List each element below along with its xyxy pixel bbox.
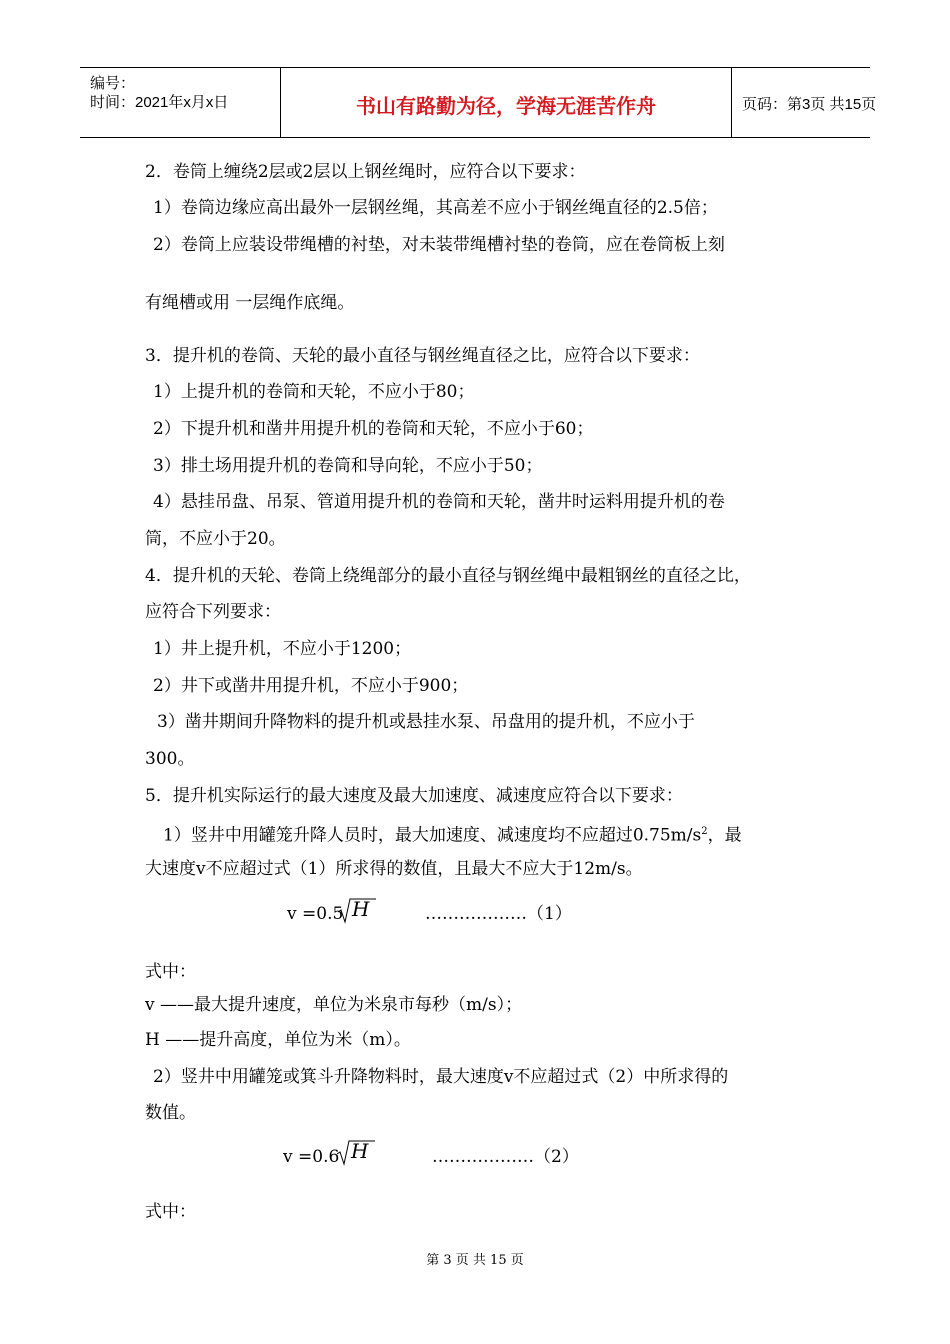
formula-2-left: v =0.6 [283,1147,340,1167]
body-line: 4）悬挂吊盘、吊泵、管道用提升机的卷筒和天轮，凿井时运料用提升机的卷 [153,492,725,512]
body-line: 3）排土场用提升机的卷筒和导向轮，不应小于50； [153,456,543,476]
doc-time-label: 时间：2021年x月x日 [90,94,229,111]
body-line: 1）井上提升机，不应小于1200； [153,639,412,659]
body-line: 2）下提升机和凿井用提升机的卷筒和天轮，不应小于60； [153,419,594,439]
body-line: 1）上提升机的卷筒和天轮，不应小于80； [153,382,475,402]
body-line-part: 1）竖井中用罐笼升降人员时，最大加速度、减速度均不应超过0.75m/s [163,825,702,846]
formula-2-variable: H [351,1139,369,1163]
header-info-cell [80,68,280,137]
body-line: 式中： [145,962,196,982]
body-line: 2）井下或凿井用提升机，不应小于900； [153,676,469,696]
header-page-cell [732,68,877,137]
body-line: v ——最大提升速度，单位为米泉市每秒（m/s）； [145,995,523,1015]
body-line: 有绳槽或用 一层绳作底绳。 [145,293,355,313]
body-line: 1）卷筒边缘应高出最外一层钢丝绳，其高差不应小于钢丝绳直径的2.5倍； [153,198,718,218]
body-line: 5．提升机实际运行的最大速度及最大加速度、减速度应符合以下要求： [145,786,683,806]
body-line: 3）凿井期间升降物料的提升机或悬挂水泵、吊盘用的提升机，不应小于 [157,712,695,732]
formula-2-ref: ………………（2） [432,1147,579,1167]
page-footer: 第 3 页 共 15 页 [426,1253,524,1268]
body-line: 数值。 [145,1103,196,1123]
body-line [163,821,742,847]
doc-number-label: 编号： [90,75,136,92]
formula-1-ref: ………………（1） [425,904,572,924]
body-line: 应符合下列要求： [145,602,281,622]
body-line-part: ，最 [707,825,742,846]
body-line: 2）竖井中用罐笼或箕斗升降物料时，最大速度v不应超过式（2）中所求得的 [153,1067,729,1087]
body-line: 4．提升机的天轮、卷筒上绕绳部分的最小直径与钢丝绳中最粗钢丝的直径之比， [145,566,751,586]
document-header [80,67,877,138]
superscript: 2 [701,826,708,837]
body-line: H ——提升高度，单位为米（m）。 [145,1030,411,1050]
body-line: 2．卷筒上缠绕2层或2层以上钢丝绳时，应符合以下要求： [145,162,586,182]
formula-1-variable: H [352,897,370,921]
body-line: 大速度v不应超过式（1）所求得的数值，且最大不应大于12m/s。 [145,859,643,879]
header-motto-cell [280,68,732,137]
body-line: 式中： [145,1202,196,1222]
formula-1-left: v =0.5 [287,904,344,924]
body-line: 3．提升机的卷筒、天轮的最小直径与钢丝绳直径之比，应符合以下要求： [145,346,700,366]
body-line: 筒，不应小于20。 [145,529,286,549]
page-code: 页码：第3页 共15页 [742,96,877,113]
motto-text: 书山有路勤为径，学海无涯苦作舟 [356,94,656,118]
body-line: 2）卷筒上应装设带绳槽的衬垫，对未装带绳槽衬垫的卷筒，应在卷筒板上刻 [153,235,725,255]
body-line: 300。 [145,749,195,769]
